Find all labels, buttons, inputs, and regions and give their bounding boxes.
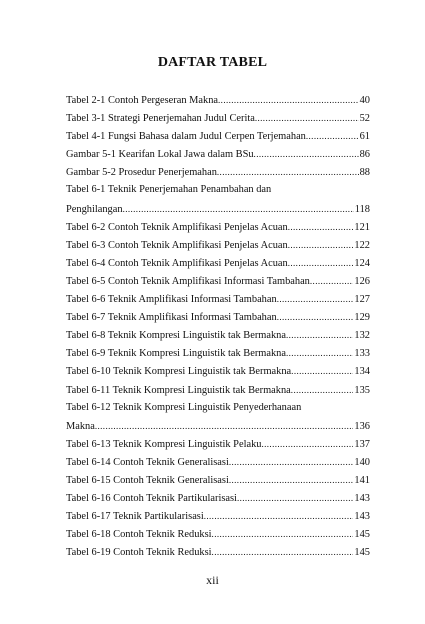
entry-page-number: 129 <box>354 312 370 324</box>
dot-leader <box>204 507 354 526</box>
dot-leader <box>261 435 353 454</box>
dot-leader <box>217 163 359 182</box>
entry-title: Tabel 6-19 Contoh Teknik Reduksi <box>66 547 212 559</box>
list-entry <box>66 417 370 435</box>
entry-page-number: 124 <box>354 257 370 269</box>
list-entry <box>66 91 370 109</box>
entry-page-number: 122 <box>354 239 370 251</box>
dot-leader <box>123 200 354 219</box>
entry-title: Tabel 6-11 Teknik Kompresi Linguistik tak Bermakna <box>66 384 291 396</box>
list-entry <box>66 471 370 489</box>
entry-title: Penghilangan <box>66 203 123 215</box>
entry-title: Tabel 6-1 Teknik Penerjemahan Penambahan dan <box>66 184 272 196</box>
entry-page-number: 140 <box>354 456 370 468</box>
list-entry <box>66 507 370 525</box>
entry-page-number: 121 <box>354 221 370 233</box>
dot-leader <box>310 272 354 291</box>
dot-leader <box>229 453 354 472</box>
entry-title: Tabel 2-1 Contoh Pergeseran Makna <box>66 95 219 106</box>
entry-title: Tabel 6-9 Teknik Kompresi Linguistik tak Bermakna <box>66 348 286 360</box>
entry-page-number: 133 <box>354 348 370 360</box>
entry-title: Tabel 6-16 Contoh Teknik Partikularisasi <box>66 493 237 505</box>
list-entry <box>66 181 370 199</box>
list-entry <box>66 145 370 163</box>
entry-page-number: 126 <box>354 275 370 287</box>
entry-page-number: 141 <box>354 474 370 486</box>
entry-title: Tabel 6-4 Contoh Teknik Amplifikasi Penjelas Acuan <box>66 257 288 269</box>
list-entry <box>66 435 370 453</box>
dot-leader <box>255 109 359 128</box>
dot-leader <box>288 218 354 237</box>
list-entry <box>66 344 370 362</box>
entry-title: Tabel 4-1 Fungsi Bahasa dalam Judul Cerpen Terjemahan <box>66 131 306 143</box>
entry-title: Tabel 6-7 Teknik Amplifikasi Informasi Tambahan <box>66 312 277 324</box>
list-entry <box>66 218 370 236</box>
entry-page-number: 145 <box>354 529 370 541</box>
list-entry <box>66 272 370 290</box>
dot-leader <box>277 290 354 309</box>
list-entry <box>66 290 370 308</box>
dot-leader <box>288 236 354 255</box>
list-entry <box>66 254 370 272</box>
entry-title: Tabel 6-2 Contoh Teknik Amplifikasi Penjelas Acuan <box>66 221 288 233</box>
entry-page-number: 61 <box>359 131 370 143</box>
list-entry <box>66 127 370 145</box>
entry-page-number: 134 <box>354 366 370 378</box>
dot-leader <box>95 417 354 436</box>
entry-page-number: 132 <box>354 330 370 342</box>
entry-title: Tabel 6-15 Contoh Teknik Generalisasi <box>66 474 229 486</box>
entry-title: Makna <box>66 420 95 432</box>
list-entry <box>66 308 370 326</box>
list-entry <box>66 362 370 380</box>
list-entry <box>66 326 370 344</box>
entry-title: Tabel 6-17 Teknik Partikularisasi <box>66 511 204 523</box>
entry-title: Tabel 6-12 Teknik Kompresi Linguistik Penyederhanaan <box>66 401 302 413</box>
dot-leader <box>212 525 354 544</box>
entry-title: Tabel 6-18 Contoh Teknik Reduksi <box>66 529 212 541</box>
dot-leader <box>306 127 359 146</box>
entry-title: Tabel 6-5 Contoh Teknik Amplifikasi Informasi Tambahan <box>66 275 310 287</box>
table-list <box>66 91 370 561</box>
dot-leader <box>288 254 354 273</box>
dot-leader <box>286 344 353 363</box>
list-entry <box>66 399 370 417</box>
list-entry <box>66 163 370 181</box>
page-title: DAFTAR TABEL <box>157 55 268 70</box>
entry-page-number: 143 <box>354 493 370 505</box>
page-number: xii <box>206 573 219 587</box>
entry-page-number: 88 <box>359 167 370 179</box>
dot-leader <box>254 145 359 164</box>
entry-page-number: 52 <box>359 113 370 125</box>
entry-page-number: 127 <box>354 294 370 306</box>
entry-title: Tabel 6-10 Teknik Kompresi Linguistik tak Bermakna <box>66 366 292 378</box>
entry-title: Tabel 6-6 Teknik Amplifikasi Informasi Tambahan <box>66 294 277 306</box>
dot-leader <box>212 543 354 562</box>
list-entry <box>66 109 370 127</box>
list-entry <box>66 489 370 507</box>
entry-page-number: 118 <box>354 203 370 215</box>
list-entry <box>66 525 370 543</box>
entry-title: Tabel 6-13 Teknik Kompresi Linguistik Pelaku <box>66 438 262 450</box>
entry-page-number: 135 <box>354 384 370 396</box>
list-entry <box>66 381 370 399</box>
entry-title: Tabel 6-8 Teknik Kompresi Linguistik tak Bermakna <box>66 330 286 342</box>
entry-title: Tabel 3-1 Strategi Penerjemahan Judul Cerita <box>66 113 255 125</box>
entry-page-number: 145 <box>354 547 370 559</box>
entry-title: Gambar 5-2 Prosedur Penerjemahan <box>66 167 217 179</box>
entry-title: Gambar 5-1 Kearifan Lokal Jawa dalam BSu <box>66 149 254 161</box>
entry-page-number: 136 <box>354 420 370 432</box>
entry-title: Tabel 6-3 Contoh Teknik Amplifikasi Penjelas Acuan <box>66 239 288 251</box>
entry-title: Tabel 6-14 Contoh Teknik Generalisasi <box>66 456 229 468</box>
dot-leader <box>286 326 353 345</box>
dot-leader <box>229 471 354 490</box>
dot-leader <box>218 91 359 110</box>
entry-page-number: 143 <box>354 511 370 523</box>
entry-page-number: 86 <box>359 149 370 161</box>
entry-page-number: 137 <box>354 438 370 450</box>
list-entry <box>66 543 370 561</box>
list-entry <box>66 200 370 218</box>
dot-leader <box>237 489 353 508</box>
entry-page-number: 40 <box>359 95 370 106</box>
list-entry <box>66 453 370 471</box>
list-entry <box>66 236 370 254</box>
dot-leader <box>291 381 354 400</box>
dot-leader <box>291 362 353 381</box>
dot-leader <box>277 308 354 327</box>
